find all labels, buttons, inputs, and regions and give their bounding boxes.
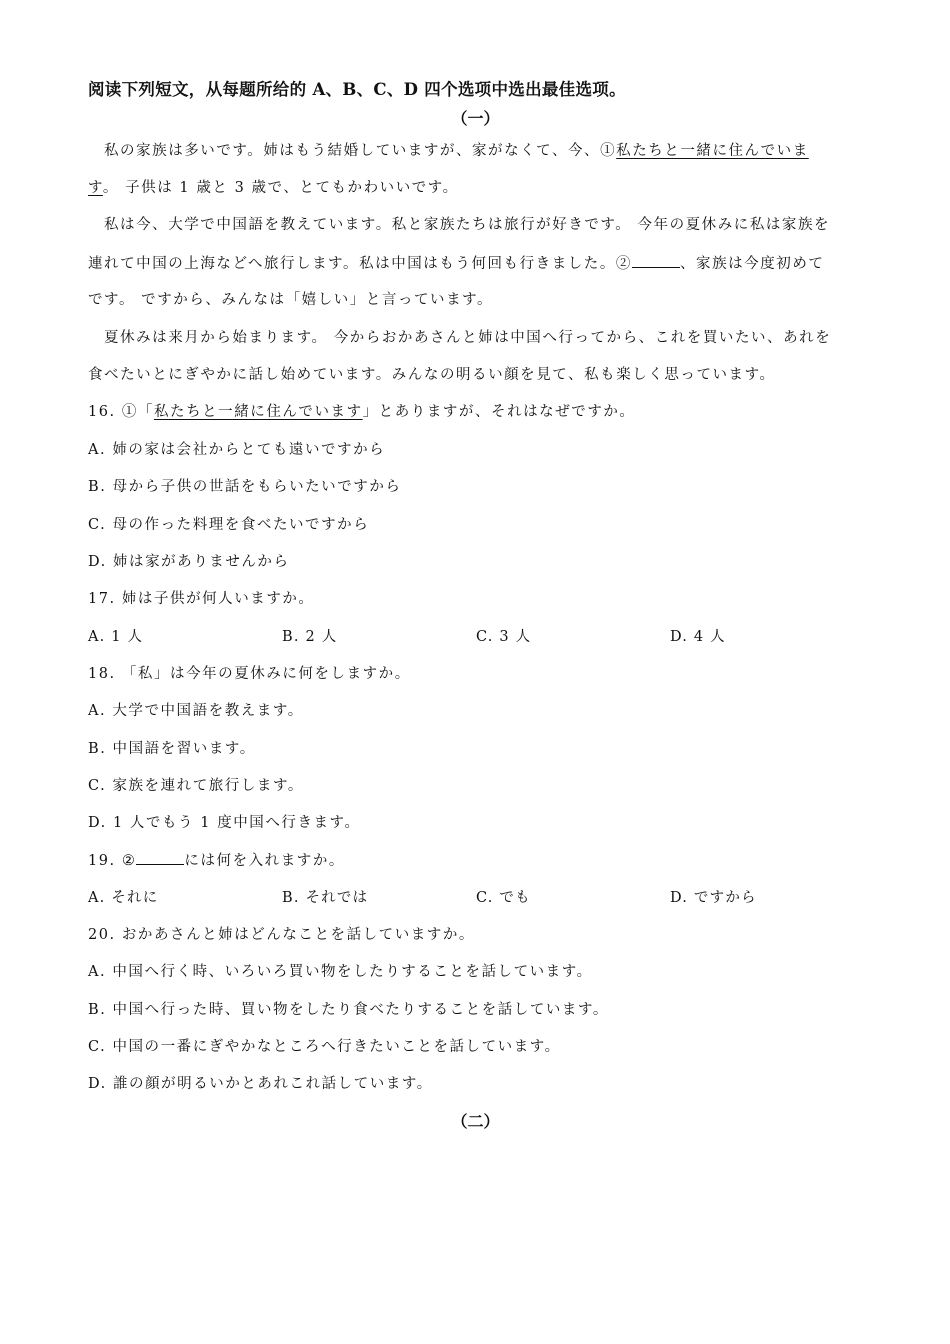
q16-option-d: D. 姉は家がありませんから bbox=[88, 554, 290, 570]
q17-option-b: B. 2 人 bbox=[282, 629, 338, 645]
q18-option-d: D. 1 人でもう 1 度中国へ行きます。 bbox=[88, 815, 361, 831]
q19-option-d: D. ですから bbox=[670, 890, 757, 906]
passage-line: 食べたいとにぎやかに話し始めています。みんなの明るい顔を見て、私も楽しく思っています。 bbox=[88, 367, 776, 383]
q20-option-b: B. 中国へ行った時、買い物をしたり食べたりすることを話しています。 bbox=[88, 1002, 609, 1018]
question-19-stem: 19. ② には何を入れますか。 bbox=[88, 850, 345, 871]
q16-option-b: B. 母から子供の世話をもらいたいですから bbox=[88, 479, 402, 495]
question-17-stem: 17. 姉は子供が何人いますか。 bbox=[88, 591, 315, 607]
blank-2 bbox=[136, 850, 184, 865]
passage-line: 私の家族は多いです。姉はもう結婚していますが、家がなくて、今、①私たちと一緒に住んでいま bbox=[104, 143, 809, 159]
question-18-stem: 18. 「私」は今年の夏休みに何をしますか。 bbox=[88, 666, 411, 682]
q18-option-c: C. 家族を連れて旅行します。 bbox=[88, 778, 304, 794]
q19-option-c: C. でも bbox=[476, 890, 531, 906]
q20-option-a: A. 中国へ行く時、いろいろ買い物をしたりすることを話しています。 bbox=[88, 964, 593, 980]
q19-option-a: A. それに bbox=[88, 890, 159, 906]
passage-line: です。 ですから、みんなは「嬉しい」と言っています。 bbox=[88, 292, 494, 308]
underlined-phrase: 私たちと一緒に住んでいま bbox=[616, 143, 809, 159]
q20-option-c: C. 中国の一番にぎやかなところへ行きたいことを話しています。 bbox=[88, 1039, 561, 1055]
question-20-stem: 20. おかあさんと姉はどんなことを話していますか。 bbox=[88, 927, 475, 943]
passage-line: 夏休みは来月から始まります。 今からおかあさんと姉は中国へ行ってから、これを買いたい、あれを bbox=[104, 330, 832, 346]
q19-option-b: B. それでは bbox=[282, 890, 369, 906]
passage-line: す。 子供は 1 歳と 3 歳で、とてもかわいいです。 bbox=[88, 180, 459, 196]
section-title-2: （二） bbox=[451, 1112, 500, 1131]
q17-option-d: D. 4 人 bbox=[670, 629, 726, 645]
blank-2 bbox=[632, 253, 680, 268]
instruction-heading: 阅读下列短文，从每题所给的 A、B、C、D 四个选项中选出最佳选项。 bbox=[88, 80, 626, 99]
q16-option-c: C. 母の作った料理を食べたいですから bbox=[88, 517, 370, 533]
q18-option-b: B. 中国語を習います。 bbox=[88, 741, 256, 757]
q20-option-d: D. 誰の顔が明るいかとあれこれ話しています。 bbox=[88, 1076, 433, 1092]
q17-option-c: C. 3 人 bbox=[476, 629, 532, 645]
passage-line: 私は今、大学で中国語を教えています。私と家族たちは旅行が好きです。 今年の夏休みに私は家族を bbox=[104, 217, 831, 233]
q18-option-a: A. 大学で中国語を教えます。 bbox=[88, 703, 304, 719]
q17-option-a: A. 1 人 bbox=[88, 629, 144, 645]
question-16-stem: 16. ①「私たちと一緒に住んでいます」とありますが、それはなぜですか。 bbox=[88, 404, 636, 420]
section-title-1: （一） bbox=[451, 109, 500, 128]
q16-option-a: A. 姉の家は会社からとても遠いですから bbox=[88, 442, 386, 458]
passage-line: 連れて中国の上海などへ旅行します。私は中国はもう何回も行きました。② 、家族は今度初めて bbox=[88, 253, 824, 274]
